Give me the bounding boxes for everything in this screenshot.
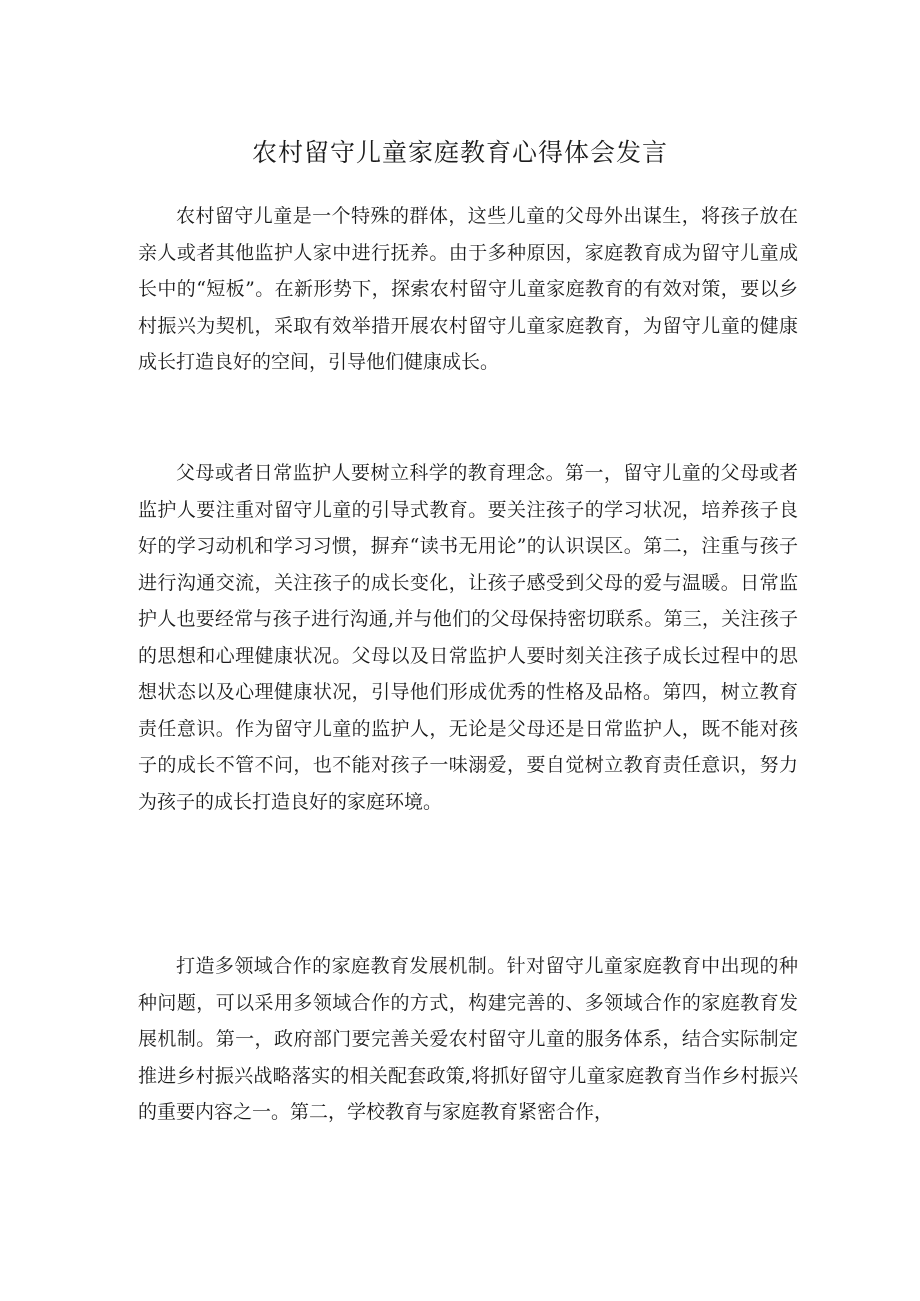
paragraph-cooperation-mechanism: 打造多领域合作的家庭教育发展机制。针对留守儿童家庭教育中出现的种种问题，可以采用多领域合作的方式，构建完善的、多领域合作的家庭教育发展机制。第一，政府部门要完善关爱农村留守儿童的服务体系，结合实际制定推进乡村振兴战略落实的相关配套政策,将抓好留守儿童家庭教育当作乡村振兴的重要内容之一。第二，学校教育与家庭教育紧密合作， — [138, 955, 798, 1123]
page-title: 农村留守儿童家庭教育心得体会发言 — [251, 138, 668, 167]
paragraph-education-concept: 父母或者日常监护人要树立科学的教育理念。第一，留守儿童的父母或者监护人要注重对留守儿童的引导式教育。要关注孩子的学习状况，培养孩子良好的学习动机和学习习惯，摒弃“读书无用论”的认识误区。第二，注重与孩子进行沟通交流，关注孩子的成长变化，让孩子感受到父母的爱与温暖。日常监护人也要经常与孩子进行沟通,并与他们的父母保持密切联系。第三，关注孩子的思想和心理健康状况。父母以及日常监护人要时刻关注孩子成长过程中的思想状态以及心理健康状况，引导他们形成优秀的性格及品格。第四，树立教育责任意识。作为留守儿童的监护人，无论是父母还是日常监护人，既不能对孩子的成长不管不问，也不能对孩子一味溺爱，要自觉树立教育责任意识，努力为孩子的成长打造良好的家庭环境。 — [138, 462, 798, 813]
paragraph-intro: 农村留守儿童是一个特殊的群体，这些儿童的父母外出谋生，将孩子放在亲人或者其他监护人家中进行抚养。由于多种原因，家庭教育成为留守儿童成长中的“短板”。在新形势下，探索农村留守儿童家庭教育的有效对策，要以乡村振兴为契机，采取有效举措开展农村留守儿童家庭教育，为留守儿童的健康成长打造良好的空间，引导他们健康成长。 — [138, 205, 798, 373]
